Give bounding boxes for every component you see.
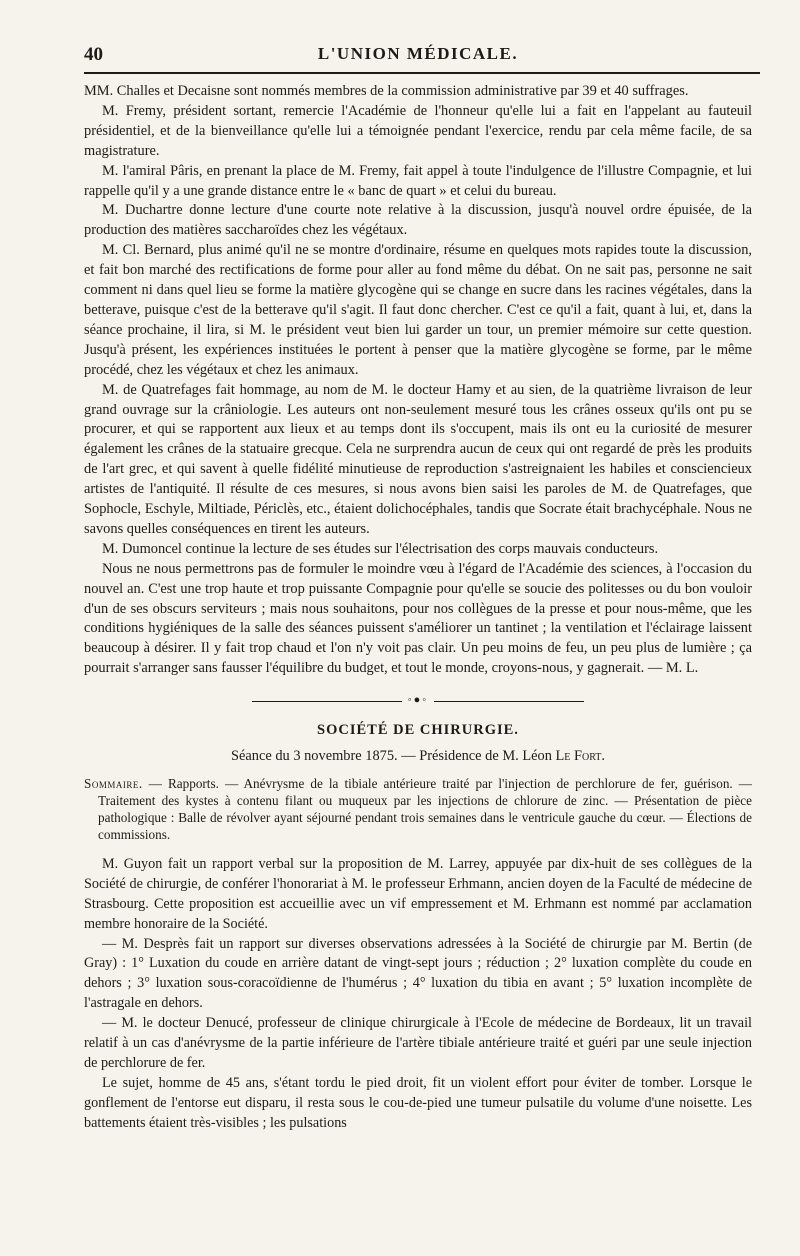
section-separator — [84, 691, 752, 711]
paragraph: — M. le docteur Denucé, professeur de clinique chirurgicale à l'Ecole de médecine de Bordeaux, lit un travail relatif à un cas d'anévrysme de la partie inférieure de l'artère tibiale antérieure traité et guéri par une seule injection de perchlorure de fer. — [84, 1015, 752, 1071]
paragraph: M. Cl. Bernard, plus animé qu'il ne se montre d'ordinaire, résume en quelques mots rapides toute la discussion, et fait bon marché des rectifications de forme pour aller au fond même du débat. On ne sait pas, personne ne sait comment ni dans quel lieu se forme la matière glycogène qui se change en sucre dans les racines végétales, dans la betterave, puisque c'est de la betterave qu'il s'agit. Il faut donc chercher. C'est ce qu'il a fait, quant à lui, et, dans la séance prochaine, il lira, si M. le président veut bien lui garder un tour, un premier mémoire sur cette question. Jusqu'à présent, les expériences instituées le portent à penser que la matière glycogène se forme, par le même procédé, chez les végétaux et chez les animaux. — [84, 242, 752, 378]
paragraph: M. Fremy, président sortant, remercie l'Académie de l'honneur qu'elle lui a fait en l'appelant au fauteuil présidentiel, et de la bienveillance qu'elle lui a témoignée pendant l'exercice, rendu par cela même facile, de sa magistrature. — [84, 102, 752, 159]
ornament-icon: ◦●◦ — [407, 694, 429, 707]
paragraph: — M. Desprès fait un rapport sur diverses observations adressées à la Société de chirurgie par M. Bertin (de Gray) : 1° Luxation du coude en arrière datant de vingt-sept jours ; réduction ; 2° luxation complète du coude en dehors ; 3° luxation sous-coracoïdienne de l'humérus ; 4° luxation du tibia en avant ; 5° luxation incomplète de l'astragale en dehors. — [84, 935, 752, 1012]
paragraph: M. de Quatrefages fait hommage, au nom de M. le docteur Hamy et au sien, de la quatrième livraison de leur grand ouvrage sur la crâniologie. Les auteurs ont non-seulement mesuré tous les crânes osseux qu'ils ont pu se procurer, et qui se rapportent aux lieux et au temps dont ils s'occupent, mais ils ont eu la curiosité de mesurer également les crânes de la statuaire grecque. Cela ne surprendra aucun de ceux qui ont regardé de près les produits de l'art grec, et qui savent à quelle fidélité minutieuse de reproduction s'astreignaient les habiles et consciencieux artistes de l'antiquité. Il résulte de ces mesures, si nous avons bien saisi les paroles de M. de Quatrefages, que Sophocle, Eschyle, Miltiade, Périclès, etc., étaient dolichocéphales, tandis que Socrate était brachycéphale. Nous ne savons quelles conséquences en tirent les auteurs. — [84, 381, 752, 537]
paragraph: MM. Challes et Decaisne sont nommés membres de la commission administrative par 39 et 40 suffrages. — [84, 83, 689, 99]
separator-line-right — [434, 701, 584, 702]
editorial-paragraph: Nous ne nous permettrons pas de formuler le moindre vœu à l'égard de l'Académie des sciences, à l'occasion du nouvel an. C'est une trop haute et trop puissante Compagnie pour qu'elle se soucie des politesses ou du bon vouloir d'un de ses obscurs serviteurs ; mais nous souhaitons, pour nos collègues de la presse et pour nous-même, que les conditions hygiéniques de la salle des séances puissent s'améliorer un tantinet ; la ventilation et l'éclairage laissent beaucoup à désirer. Il y fait trop chaud et l'on n'y voit pas clair. Un peu moins de feu, un peu plus de lumière ; ça pourrait s'arranger sans fausser l'équilibre du budget, et tout le monde, croyons-nous, y gagnerait. — M. L. — [84, 560, 752, 677]
page-number: 40 — [84, 44, 103, 65]
summary-text: — Rapports. — Anévrysme de la tibiale antérieure traité par l'injection de perchlorure de fer, guérison. — Traitement des kystes à contenu filant ou muqueux par les injections de chlorure de zinc. — Présentation de pièce pathologique : Balle de révolver ayant séjourné pendant trois semaines dans le ventricule gauche du cœur. — Élections de commissions. — [98, 775, 752, 842]
journal-title: L'UNION MÉDICALE. — [317, 44, 519, 63]
session-end: . — [601, 748, 605, 764]
paragraph: Le sujet, homme de 45 ans, s'étant tordu le pied droit, fit un violent effort pour éviter de tomber. Lorsque le gonflement de l'entorse eut disparu, il resta sous le cou-de-pied une tumeur pulsatile du volume d'une noisette. Les battements étaient très-visibles ; les pulsations — [84, 1074, 752, 1131]
paragraph: M. l'amiral Pâris, en prenant la place de M. Fremy, fait appel à toute l'indulgence de l'illustre Compagnie, et lui rappelle qu'il y a une grande distance entre le « banc de quart » et celui du bureau. — [84, 162, 752, 199]
paragraph: M. Guyon fait un rapport verbal sur la proposition de M. Larrey, appuyée par dix-huit de ses collègues de la Société de chirurgie, de conférer l'honorariat à M. le professeur Erhmann, ancien doyen de la Faculté de médecine de Strasbourg. Cette proposition est accueillie avec un vif empressement et M. Erhmann est nommé par acclamation membre honoraire de la Société. — [84, 855, 752, 932]
session-line — [84, 747, 752, 767]
president-name: Le Fort — [555, 748, 602, 764]
section-body — [84, 855, 752, 1134]
text-column — [84, 82, 752, 1134]
summary-label: Sommaire. — [84, 775, 143, 791]
summary-block — [84, 775, 752, 843]
section-title: SOCIÉTÉ DE CHIRURGIE. — [317, 722, 519, 739]
page-header — [84, 44, 752, 74]
session-date-text: Séance du 3 novembre 1875. — Présidence de M. Léon — [230, 748, 556, 764]
paragraph: M. Duchartre donne lecture d'une courte note relative à la discussion, jusqu'à nouvel ordre épuisée, de la production des matières saccharoïdes chez les végétaux. — [84, 202, 752, 239]
separator-line-left — [252, 701, 402, 702]
paragraph: M. Dumoncel continue la lecture de ses études sur l'électrisation des corps mauvais conducteurs. — [102, 540, 659, 557]
header-rule — [84, 72, 760, 74]
